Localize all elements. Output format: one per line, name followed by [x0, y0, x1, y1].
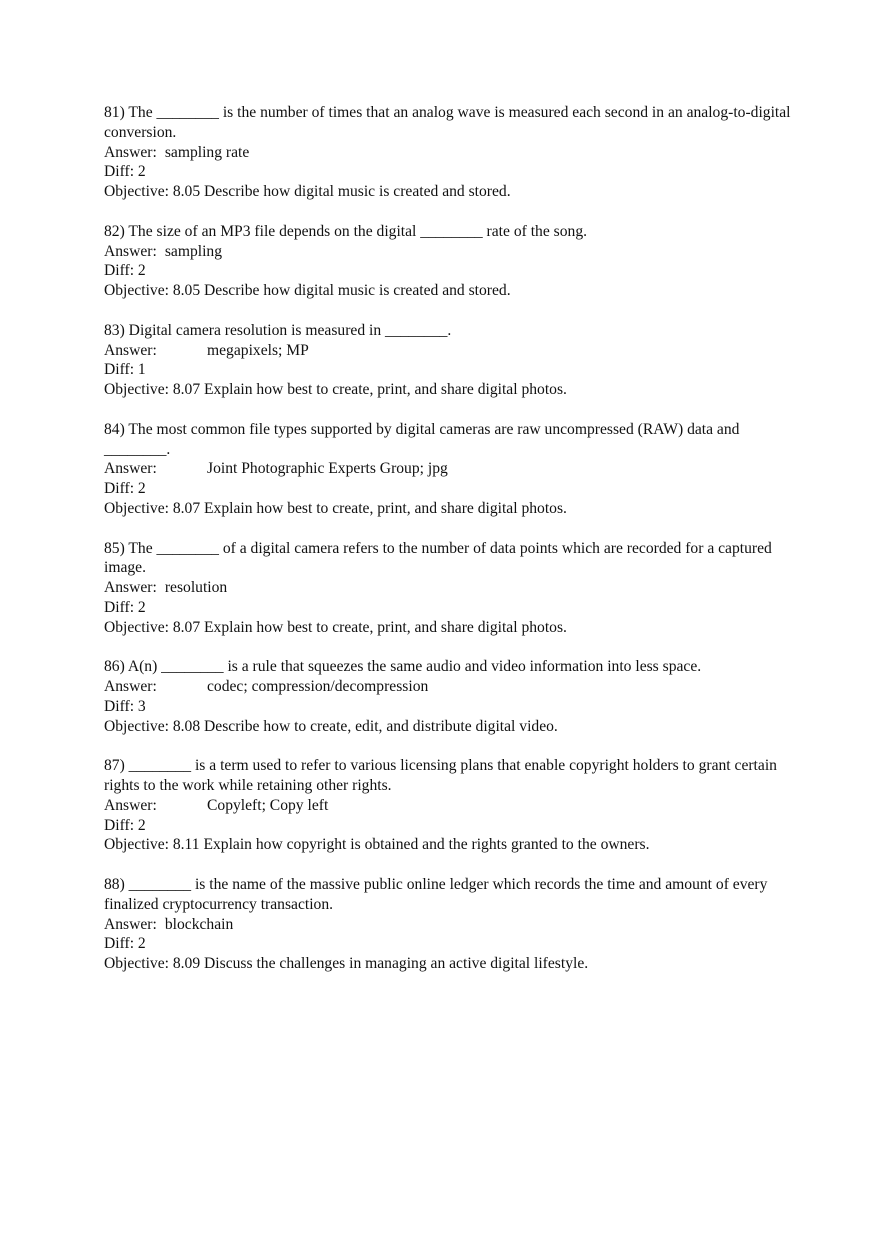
answer-line: [104, 796, 804, 816]
objective: Objective: 8.08 Describe how to create, edit, and distribute digital video.: [104, 717, 558, 735]
difficulty: Diff: 3: [104, 697, 146, 715]
objective: Objective: 8.05 Describe how digital music is created and stored.: [104, 183, 511, 201]
answer-line: [104, 677, 804, 697]
answer-label: Answer:: [104, 143, 157, 161]
question-82: [104, 222, 804, 301]
objective: Objective: 8.09 Discuss the challenges in managing an active digital lifestyle.: [104, 955, 589, 973]
answer-value: sampling: [164, 242, 223, 260]
difficulty: Diff: 2: [104, 598, 146, 616]
answer-line: [104, 915, 804, 935]
question-85: [104, 539, 804, 638]
objective: Objective: 8.07 Explain how best to create, print, and share digital photos.: [104, 381, 567, 399]
answer-value: sampling rate: [164, 143, 250, 161]
answer-value: Joint Photographic Experts Group; jpg: [207, 460, 448, 478]
answer-line: [104, 459, 804, 479]
question-text: 85) The ________ of a digital camera refers to the number of data points which are recorded for a captured image.: [104, 539, 772, 577]
document-page: [104, 103, 804, 994]
difficulty: Diff: 2: [104, 935, 146, 953]
answer-line: [104, 143, 804, 163]
answer-label: Answer:: [104, 242, 157, 260]
question-text: 84) The most common file types supported by digital cameras are raw uncompressed (RAW) data and ________.: [104, 420, 740, 458]
answer-label: Answer:: [104, 796, 157, 814]
answer-value: blockchain: [164, 915, 234, 933]
answer-value: Copyleft; Copy left: [207, 796, 329, 814]
difficulty: Diff: 2: [104, 816, 146, 834]
difficulty: Diff: 2: [104, 262, 146, 280]
objective: Objective: 8.05 Describe how digital music is created and stored.: [104, 282, 511, 300]
question-text: 81) The ________ is the number of times that an analog wave is measured each second in an analog-to-digital conversion.: [104, 104, 791, 141]
answer-label: Answer:: [104, 341, 157, 359]
question-83: [104, 321, 804, 400]
answer-value: codec; compression/decompression: [207, 678, 429, 696]
objective: Objective: 8.07 Explain how best to create, print, and share digital photos.: [104, 618, 567, 636]
answer-label: Answer:: [104, 678, 157, 696]
answer-value: resolution: [164, 579, 228, 597]
difficulty: Diff: 1: [104, 361, 146, 379]
answer-label: Answer:: [104, 579, 157, 597]
question-88: [104, 875, 804, 974]
question-84: [104, 420, 804, 519]
answer-line: [104, 578, 804, 598]
difficulty: Diff: 2: [104, 480, 146, 498]
question-81: [104, 103, 804, 202]
question-text: 83) Digital camera resolution is measured in ________.: [104, 321, 452, 339]
question-text: 87) ________ is a term used to refer to various licensing plans that enable copyright holders to grant certain rights to the work while retaining other rights.: [104, 757, 777, 795]
answer-value: megapixels; MP: [207, 341, 309, 359]
question-text: 86) A(n) ________ is a rule that squeezes the same audio and video information into less space.: [104, 658, 702, 676]
objective: Objective: 8.11 Explain how copyright is obtained and the rights granted to the owners.: [104, 836, 650, 854]
answer-line: [104, 242, 804, 262]
question-86: [104, 657, 804, 736]
question-text: 88) ________ is the name of the massive public online ledger which records the time and amount of every finalized cryptocurrency transaction.: [104, 876, 768, 913]
answer-label: Answer:: [104, 460, 157, 478]
answer-line: [104, 341, 804, 361]
answer-label: Answer:: [104, 915, 157, 933]
question-87: [104, 756, 804, 855]
difficulty: Diff: 2: [104, 163, 146, 181]
objective: Objective: 8.07 Explain how best to create, print, and share digital photos.: [104, 499, 567, 517]
question-text: 82) The size of an MP3 file depends on the digital ________ rate of the song.: [104, 222, 588, 240]
